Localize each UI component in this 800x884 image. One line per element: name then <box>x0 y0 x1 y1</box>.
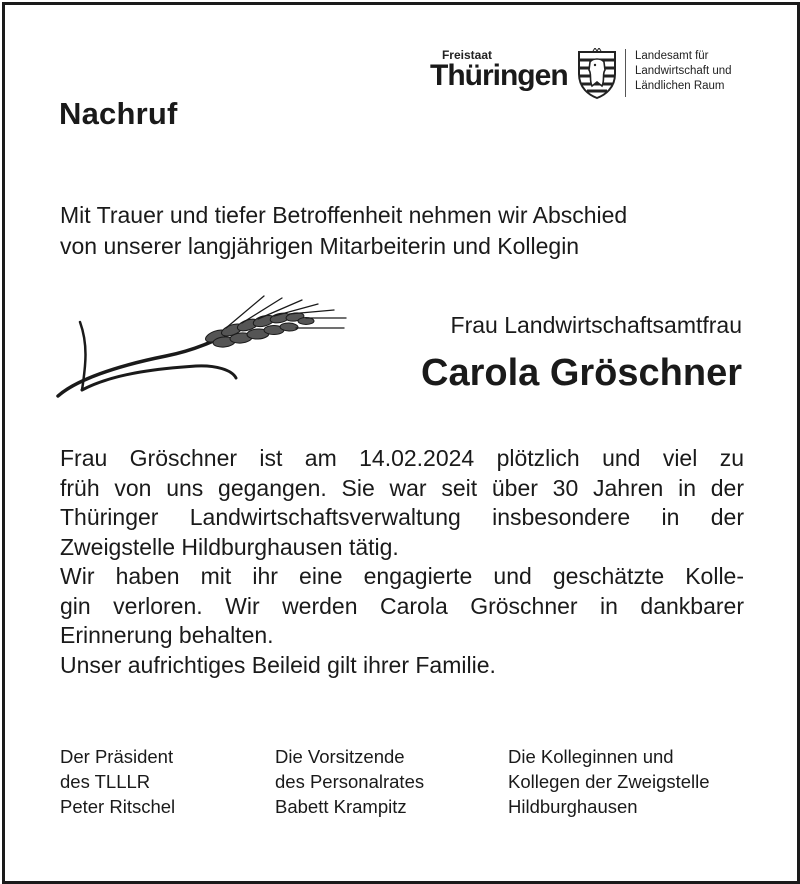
logo-authority-line: Landesamt für <box>635 50 709 62</box>
signature-line: Hildburghausen <box>508 796 638 817</box>
deceased-name: Carola Gröschner <box>421 352 742 394</box>
signature-line: Peter Ritschel <box>60 796 176 817</box>
body-line: früh von uns gegangen. Sie war seit über 30 Jahren in der <box>60 474 744 501</box>
logo-land-text: Thüringen <box>430 59 568 92</box>
wheat-ear-icon <box>56 292 356 402</box>
thueringen-logo <box>430 45 750 105</box>
signature-colleagues <box>508 744 710 819</box>
logo-authority-name <box>635 49 732 94</box>
signature-line: des TLLLR <box>60 771 151 792</box>
intro-line: von unserer langjährigen Mitarbeiterin und Kollegin <box>60 233 580 259</box>
body-line: Unser aufrichtiges Beileid gilt ihrer Familie. <box>60 651 496 678</box>
body-line: Zweigstelle Hildburghausen tätig. <box>60 533 399 560</box>
signature-line: Kollegen der Zweigstelle <box>508 771 710 792</box>
deceased-role: Frau Landwirtschaftsamtfrau <box>450 312 742 338</box>
signature-president <box>60 744 175 819</box>
body-line: Erinnerung behalten. <box>60 622 274 648</box>
logo-authority-line: Ländlichen Raum <box>635 80 725 92</box>
obituary-body <box>60 444 744 680</box>
body-line: gin verloren. Wir werden Carola Gröschner in dankbarer <box>60 592 744 619</box>
signature-line: Die Kolleginnen und <box>508 746 674 767</box>
logo-separator <box>625 49 626 97</box>
intro-line: Mit Trauer und tiefer Betroffenheit nehmen wir Abschied <box>60 202 628 228</box>
signature-line: Babett Krampitz <box>275 796 407 817</box>
thuringia-coat-of-arms-icon <box>575 48 619 100</box>
body-line: Frau Gröschner ist am 14.02.2024 plötzlich und viel zu <box>60 445 744 471</box>
logo-freistaat-text: Freistaat <box>441 48 492 62</box>
signature-line: Der Präsident <box>60 746 174 767</box>
signature-line: des Personalrates <box>275 771 425 792</box>
body-line: Thüringer Landwirtschaftsverwaltung insbesondere in der <box>60 504 744 530</box>
page-title: Nachruf <box>59 96 178 131</box>
body-line: Wir haben mit ihr eine engagierte und geschätzte Kolle- <box>60 563 744 589</box>
intro-text <box>60 200 750 262</box>
logo-authority-line: Landwirtschaft und <box>635 65 732 77</box>
signature-line: Die Vorsitzende <box>275 746 405 767</box>
signature-staff-council <box>275 744 424 819</box>
